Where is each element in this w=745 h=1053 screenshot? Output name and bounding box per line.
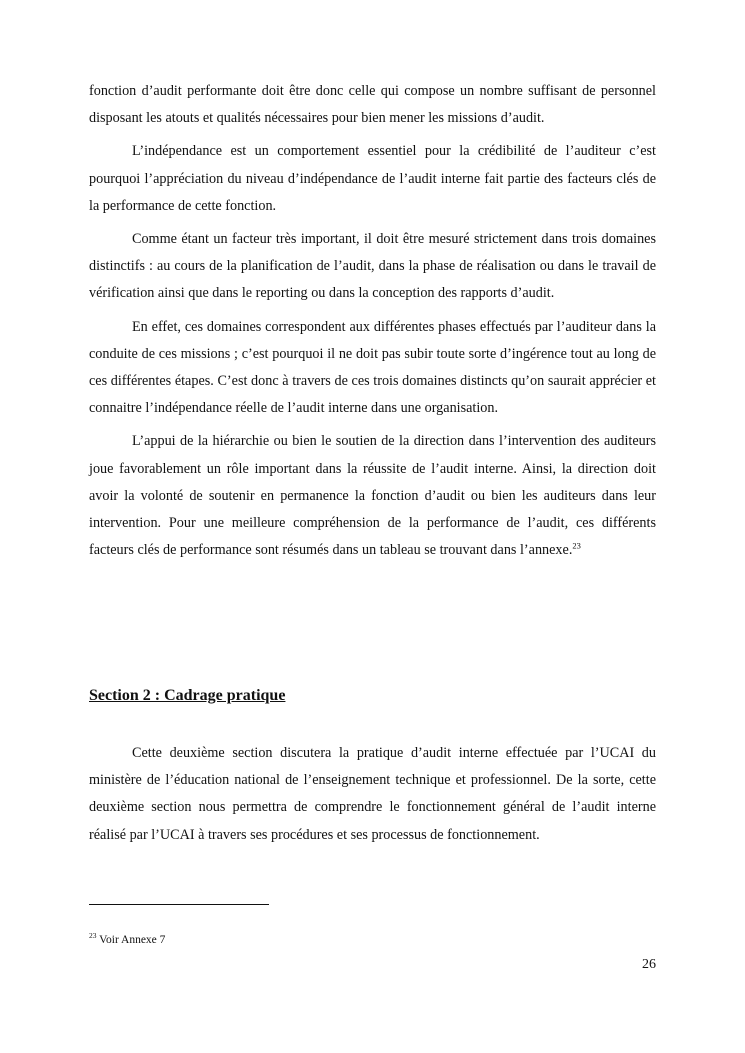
- section-paragraph: Cette deuxième section discutera la pratique d’audit interne effectuée par l’UCAI du ministère de l’éducation national de l’enseignement technique et professionnel. De la sorte, cette deuxième section nous permettra de comprendre le fonctionnement général de l’audit interne réalisé par l’UCAI à travers ses procédures et ses processus de fonctionnement.: [89, 745, 656, 843]
- footnote-number: 23: [89, 931, 97, 941]
- paragraph-4: En effet, ces domaines correspondent aux différentes phases effectués par l’auditeur dans la conduite de ces missions ; c’est pourquoi il ne doit pas subir toute sorte d’ingérence tout au long de ces différentes étapes. C’est donc à travers de ces trois domaines distincts qu’on saurait apprécier et connaitre l’indépendance réelle de l’audit interne dans une organisation.: [89, 318, 656, 417]
- footnote-divider: [89, 904, 269, 905]
- footnote: [89, 931, 166, 946]
- footnote-reference: 23: [572, 540, 581, 551]
- paragraph-1: fonction d’audit performante doit être donc celle qui compose un nombre suffisant de personnel disposant les atouts et qualités nécessaires pour bien mener les missions d’audit.: [89, 83, 656, 127]
- page-body: [89, 78, 656, 843]
- paragraph-5: [89, 428, 656, 564]
- paragraph-2: L’indépendance est un comportement essentiel pour la crédibilité de l’auditeur c’est pourquoi l’appréciation du niveau d’indépendance de l’audit interne fait partie des facteurs clés de la performance de cette fonction.: [89, 143, 656, 214]
- section-title: Section 2 : Cadrage pratique: [89, 687, 286, 704]
- paragraph-3: Comme étant un facteur très important, il doit être mesuré strictement dans trois domaines distinctifs : au cours de la planification de l’audit, dans la phase de réalisation ou dans le travail de vérification ainsi que dans le reporting ou dans la conception des rapports d’audit.: [89, 231, 656, 302]
- paragraph-5-text: L’appui de la hiérarchie ou bien le soutien de la direction dans l’intervention des auditeurs joue favorablement un rôle important dans la réussite de l’audit interne. Ainsi, la direction doit avoir la volonté de soutenir en permanence la fonction d’audit ou bien les auditeurs dans leur intervention. Pour une meilleure compréhension de la performance de l’audit, ces différents facteurs clés de performance sont résumés dans un tableau se trouvant dans l’annexe.: [89, 433, 656, 559]
- footnote-text: Voir Annexe 7: [99, 934, 166, 946]
- page-number: 26: [642, 957, 656, 972]
